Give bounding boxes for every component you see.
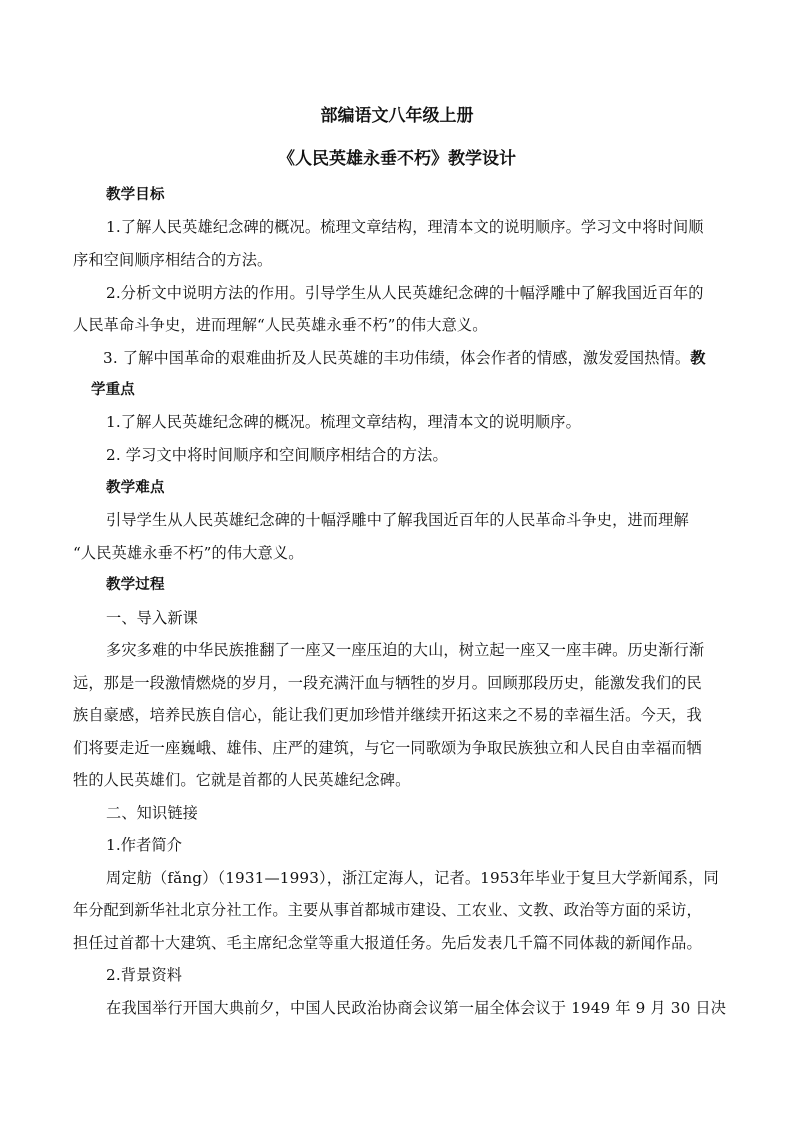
keypoints-heading-part2: 学重点 [91, 382, 135, 398]
knowledge-subheading-author: 1.作者简介 [106, 836, 183, 854]
author-paragraph-line-1: 周定舫（fǎng）（1931—1993），浙江定海人，记者。1953年毕业于复旦大学新闻系，同 [106, 869, 719, 887]
intro-paragraph-line-4: 们将要走近一座巍峨、雄伟、庄严的建筑，与它一同歌颂为争取民族独立和人民自由幸福而牺 [73, 739, 702, 757]
difficulty-line-1: 引导学生从人民英雄纪念碑的十幅浮雕中了解我国近百年的人民革命斗争史，进而理解 [106, 511, 689, 529]
intro-paragraph-line-1: 多灾多难的中华民族推翻了一座又一座压迫的大山，树立起一座又一座丰碑。历史渐行渐 [106, 641, 705, 659]
document-title-series: 部编语文八年级上册 [320, 106, 474, 126]
keypoint-line-1: 1.了解人民英雄纪念碑的概况。梳理文章结构，理清本文的说明顺序。 [106, 413, 581, 431]
process-subheading-intro: 一、导入新课 [106, 609, 199, 627]
knowledge-subheading-background: 2.背景资料 [106, 966, 183, 984]
objective-line-5 [103, 348, 753, 368]
keypoints-heading-part1: 教 [690, 349, 706, 367]
section-heading-objectives: 教学目标 [106, 187, 165, 203]
intro-paragraph-line-2: 远，那是一段激情燃烧的岁月，一段充满汗血与牺牲的岁月。回顾那段历史，能激发我们的民 [73, 674, 702, 692]
intro-paragraph-line-5: 牲的人民英雄们。它就是首都的人民英雄纪念碑。 [73, 771, 411, 789]
document-title: 《人民英雄永垂不朽》教学设计 [278, 149, 516, 169]
section-heading-difficulty: 教学难点 [106, 480, 165, 496]
author-paragraph-line-2: 年分配到新华社北京分社工作。主要从事首都城市建设、工农业、文教、政治等方面的采访， [73, 901, 702, 919]
objective-line-1: 1.了解人民英雄纪念碑的概况。梳理文章结构，理清本文的说明顺序。学习文中将时间顺 [106, 218, 704, 236]
background-paragraph-line-1: 在我国举行开国大典前夕，中国人民政治协商会议第一届全体会议于 1949 年 9 月 30 日决 [106, 999, 727, 1017]
difficulty-line-2: “人民英雄永垂不朽”的伟大意义。 [73, 544, 304, 562]
intro-paragraph-line-3: 族自豪感，培养民族自信心，能让我们更加珍惜并继续开拓这来之不易的幸福生活。今天，我 [73, 706, 702, 724]
process-subheading-knowledge: 二、知识链接 [106, 804, 199, 822]
author-paragraph-line-3: 担任过首都十大建筑、毛主席纪念堂等重大报道任务。先后发表几千篇不同体裁的新闻作品。 [73, 934, 702, 952]
section-heading-process: 教学过程 [106, 577, 165, 593]
objective-line-4: 人民革命斗争史，进而理解“人民英雄永垂不朽”的伟大意义。 [73, 316, 488, 334]
keypoint-line-2: 2. 学习文中将时间顺序和空间顺序相结合的方法。 [106, 446, 448, 464]
objective-line-2: 序和空间顺序相结合的方法。 [73, 251, 273, 269]
objective-line-3: 2.分析文中说明方法的作用。引导学生从人民英雄纪念碑的十幅浮雕中了解我国近百年的 [106, 284, 704, 302]
objective-line-5-text: 3. 了解中国革命的艰难曲折及人民英雄的丰功伟绩，体会作者的情感，激发爱国热情。 [103, 349, 691, 367]
